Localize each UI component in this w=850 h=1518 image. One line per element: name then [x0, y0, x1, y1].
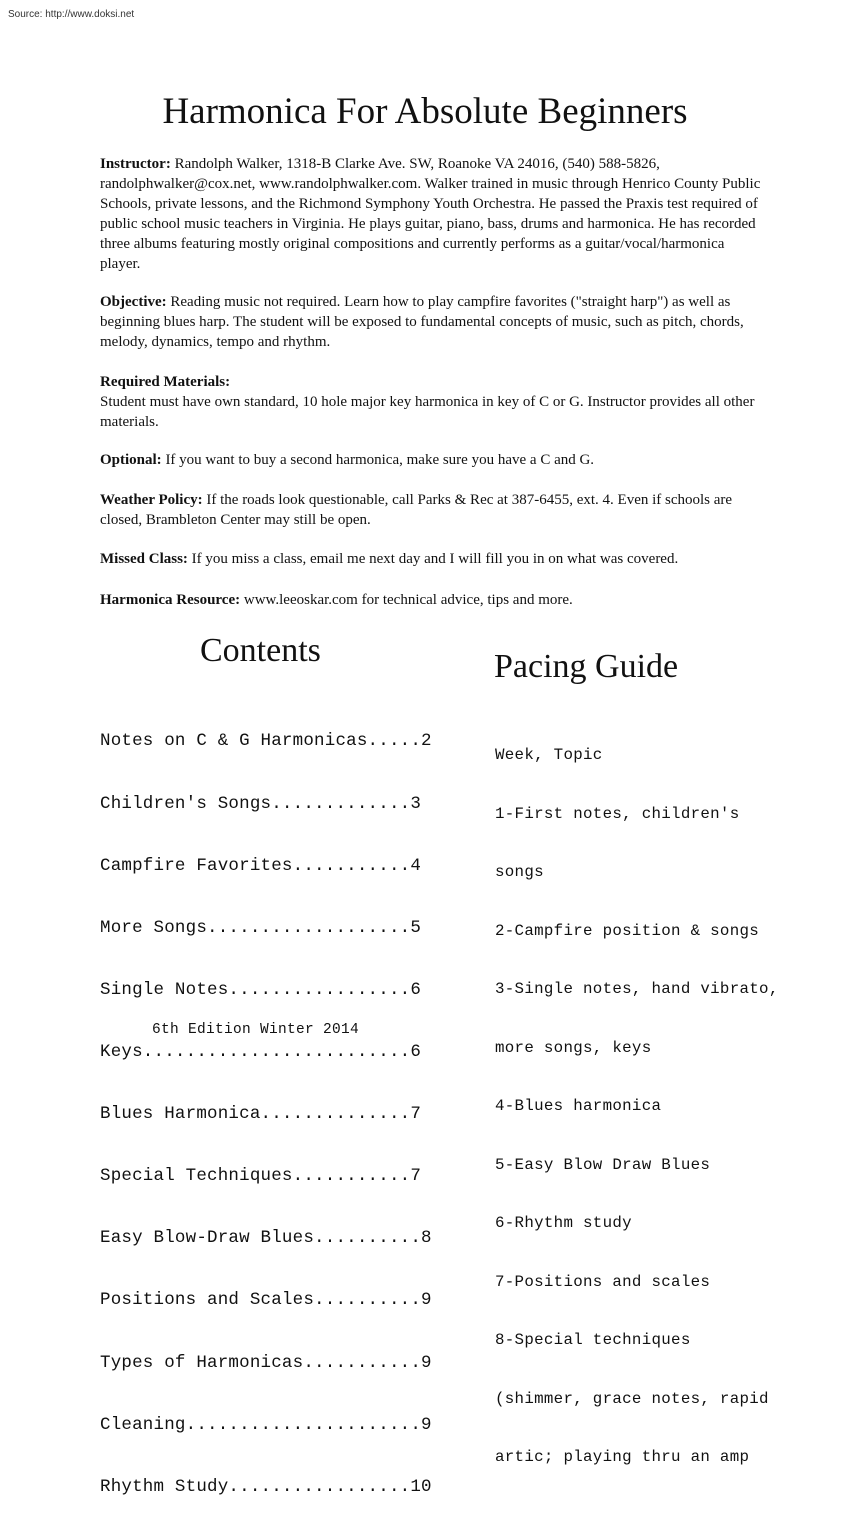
contents-item: Special Techniques...........7 [100, 1166, 422, 1187]
contents-item: Campfire Favorites...........4 [100, 855, 422, 876]
contents-item: Cleaning......................9 [100, 1414, 432, 1435]
instructor-label: Instructor: [100, 156, 171, 172]
pacing-line: 1-First notes, children's [495, 804, 740, 823]
required-materials-text: Student must have own standard, 10 hole major key harmonica in key of C or G. Instructor provides all other materials. [100, 394, 755, 430]
pacing-guide-list [495, 707, 825, 1487]
contents-item: Children's Songs.............3 [100, 793, 422, 814]
contents-item: Positions and Scales..........9 [100, 1290, 432, 1311]
pacing-line: 5-Easy Blow Draw Blues [495, 1155, 711, 1174]
pacing-line: more songs, keys [495, 1038, 652, 1057]
pacing-line: 3-Single notes, hand vibrato, [495, 980, 779, 998]
objective-section [100, 292, 765, 352]
contents-heading: Contents [200, 632, 321, 669]
harmonica-resource-section [100, 590, 765, 610]
missed-class-label: Missed Class: [100, 551, 188, 567]
edition-note: 6th Edition Winter 2014 [152, 1022, 360, 1038]
contents-item: Keys.........................6 [100, 1041, 422, 1062]
pacing-line: Week, Topic [495, 746, 603, 764]
pacing-line: songs [495, 863, 544, 881]
contents-item: Blues Harmonica..............7 [100, 1104, 422, 1125]
pacing-line: 2-Campfire position & songs [495, 921, 760, 940]
contents-item: Rhythm Study.................10 [100, 1476, 432, 1497]
pacing-line: (shimmer, grace notes, rapid [495, 1389, 769, 1408]
optional-label: Optional: [100, 452, 162, 468]
pacing-guide-heading: Pacing Guide [494, 648, 679, 685]
weather-policy-section [100, 490, 765, 530]
source-line: Source: http://www.doksi.net [8, 9, 135, 20]
required-materials-section [100, 372, 765, 432]
weather-policy-text: If the roads look questionable, call Parks & Rec at 387-6455, ext. 4. Even if schools are closed, Brambleton Center may still be open. [100, 492, 733, 528]
harmonica-resource-text: www.leeoskar.com for technical advice, tips and more. [240, 592, 573, 608]
contents-item: Types of Harmonicas...........9 [100, 1352, 432, 1373]
contents-item: Easy Blow-Draw Blues..........8 [100, 1228, 432, 1249]
pacing-line: 6-Rhythm study [495, 1214, 632, 1232]
optional-text: If you want to buy a second harmonica, make sure you have a C and G. [161, 452, 595, 468]
objective-label: Objective: [100, 294, 167, 310]
required-materials-label: Required Materials: [100, 374, 231, 390]
contents-item: Notes on C & G Harmonicas.....2 [100, 731, 432, 752]
pacing-line: 8-Special techniques [495, 1331, 691, 1349]
instructor-section [100, 154, 765, 274]
weather-policy-label: Weather Policy: [100, 492, 203, 508]
pacing-line: 7-Positions and scales [495, 1272, 711, 1291]
pacing-line: artic; playing thru an amp [495, 1448, 750, 1466]
harmonica-resource-label: Harmonica Resource: [100, 592, 241, 608]
missed-class-text: If you miss a class, email me next day and I will fill you in on what was covered. [187, 551, 679, 567]
pacing-line: 4-Blues harmonica [495, 1097, 662, 1115]
contents-item: More Songs...................5 [100, 917, 422, 938]
page-title: Harmonica For Absolute Beginners [162, 91, 688, 132]
missed-class-section [100, 549, 765, 569]
optional-section [100, 450, 765, 470]
objective-text: Reading music not required. Learn how to play campfire favorites ("straight harp") as well as beginning blues harp. The student will be exposed to fundamental concepts of music, such as pitch, chords, melody, dynamics, tempo and rhythm. [100, 294, 744, 350]
contents-list [100, 690, 480, 1518]
contents-item: Single Notes.................6 [100, 979, 422, 1000]
instructor-text: Randolph Walker, 1318-B Clarke Ave. SW, Roanoke VA 24016, (540) 588-5826, randolphwalker@cox.net, www.randolphwalker.com. Walker trained in music through Henrico County Public Schools, private lessons, and the Richmond Symphony Youth Orchestra. He passed the Praxis test required of public school music teachers in Virginia. He plays guitar, piano, bass, drums and harmonica. He has recorded three albums featuring mostly original compositions and currently performs as a guitar/vocal/harmonica player. [100, 156, 761, 272]
